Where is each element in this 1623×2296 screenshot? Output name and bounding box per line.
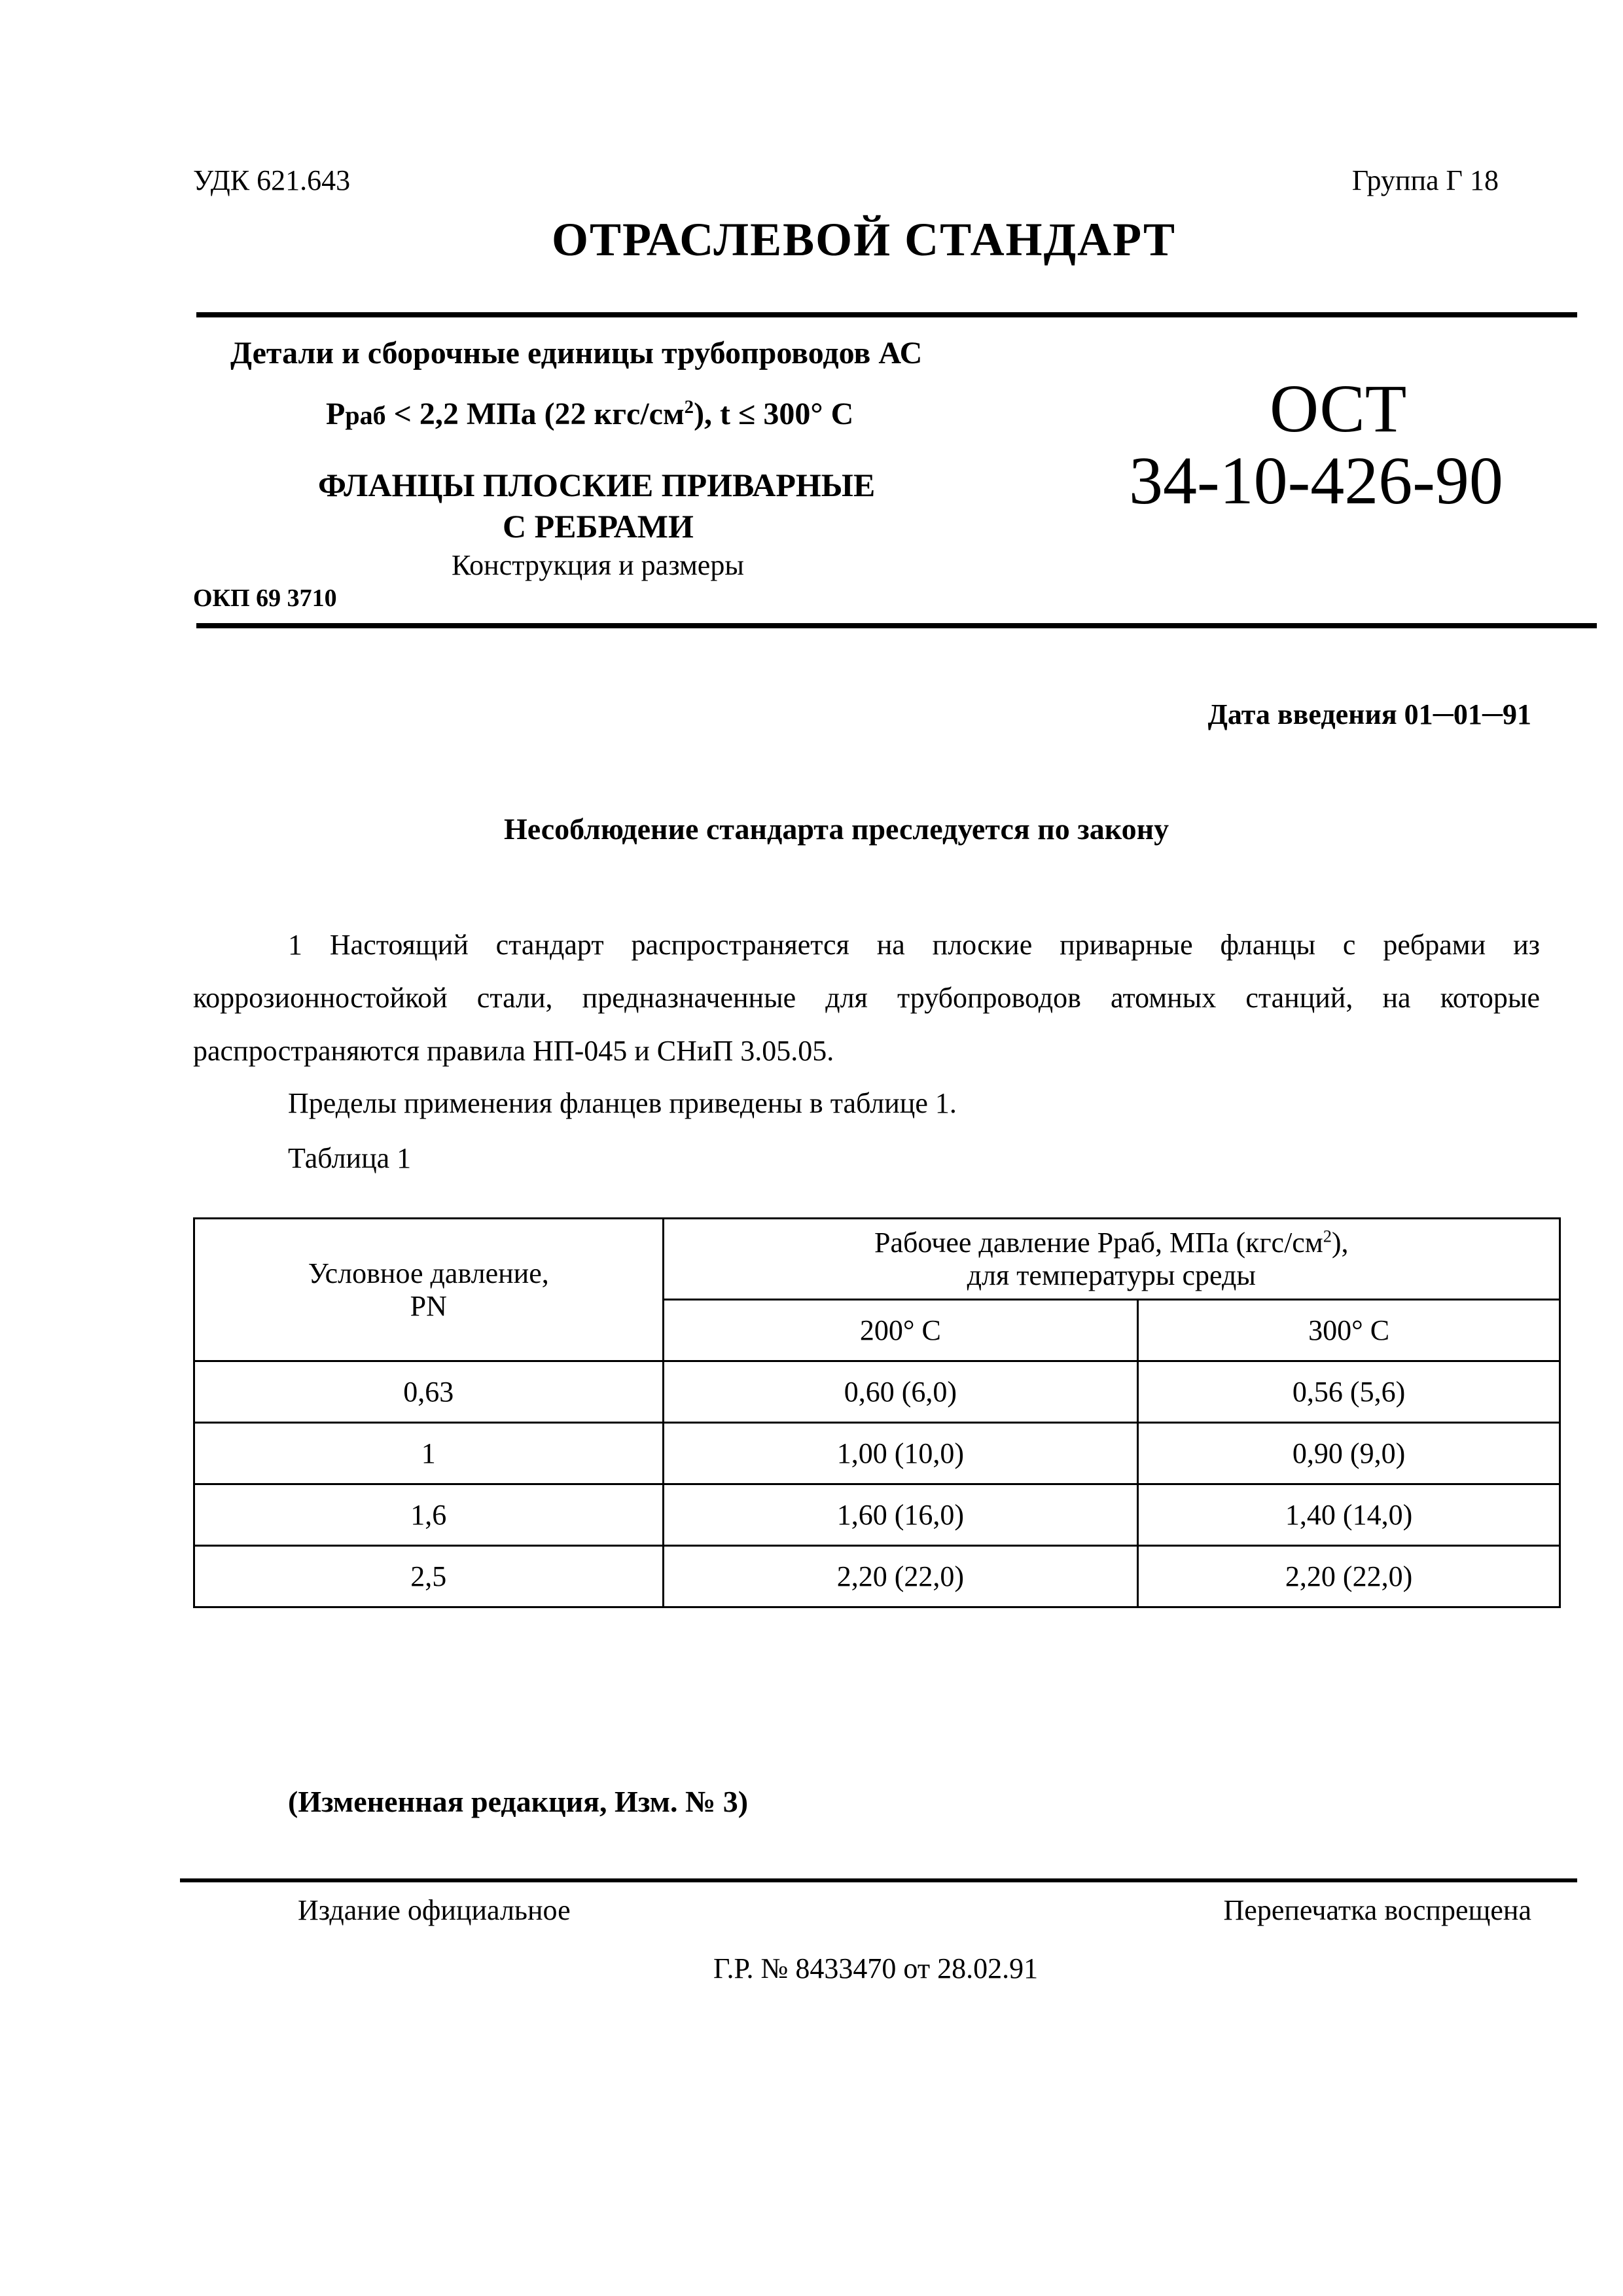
pressure-value: < 2,2 МПа (22 кгс/см bbox=[385, 397, 685, 431]
ost-number: 34-10-426-90 bbox=[1129, 443, 1503, 518]
ost-label: ОСТ bbox=[1270, 371, 1407, 446]
nominal-pressure-header: Условное давление, PN bbox=[194, 1219, 664, 1361]
document-title-line2: С РЕБРАМИ bbox=[503, 508, 694, 545]
table-row bbox=[194, 1484, 1560, 1546]
pressure-spec bbox=[326, 396, 853, 432]
temp-300-header: 300° С bbox=[1138, 1300, 1560, 1361]
reprint-prohibited: Перепечатка воспрещена bbox=[1223, 1894, 1531, 1926]
pressure-300-cell: 0,56 (5,6) bbox=[1138, 1361, 1560, 1423]
nominal-pressure-cell: 2,5 bbox=[194, 1546, 664, 1607]
standard-type-heading: ОТРАСЛЕВОЙ СТАНДАРТ bbox=[552, 213, 1176, 266]
application-limits-text: Пределы применения фланцев приведены в таблице 1. bbox=[288, 1087, 957, 1119]
table-row bbox=[194, 1423, 1560, 1484]
temp-200-header: 200° С bbox=[663, 1300, 1138, 1361]
pressure-symbol: Р bbox=[326, 397, 346, 431]
document-subtitle: Конструкция и размеры bbox=[452, 549, 744, 581]
nominal-pressure-cell: 1,6 bbox=[194, 1484, 664, 1546]
pressure-200-cell: 0,60 (6,0) bbox=[663, 1361, 1138, 1423]
working-pressure-unit-exponent: 2 bbox=[1323, 1225, 1332, 1246]
amendment-note: (Измененная редакция, Изм. № 3) bbox=[288, 1785, 749, 1818]
pressure-300-cell: 2,20 (22,0) bbox=[1138, 1546, 1560, 1607]
pressure-unit-exponent: 2 bbox=[684, 397, 694, 418]
working-pressure-header-text: Рабочее давление Рраб, МПа (кгс/см bbox=[874, 1226, 1323, 1259]
udk-code: УДК 621.643 bbox=[193, 164, 351, 196]
nominal-pressure-cell: 1 bbox=[194, 1423, 664, 1484]
working-pressure-header bbox=[663, 1219, 1560, 1300]
title-line-parts: Детали и сборочные единицы трубопроводов АС bbox=[230, 336, 923, 370]
title-block-rule bbox=[196, 623, 1597, 628]
okp-code: ОКП 69 3710 bbox=[193, 584, 337, 612]
pressure-subscript: раб bbox=[345, 401, 386, 430]
table-row bbox=[194, 1361, 1560, 1423]
introduction-date: Дата введения 01─01─91 bbox=[1207, 698, 1531, 730]
working-pressure-header-close: ), bbox=[1331, 1226, 1349, 1259]
pressure-200-cell: 2,20 (22,0) bbox=[663, 1546, 1138, 1607]
document-title-line1: ФЛАНЦЫ ПЛОСКИЕ ПРИВАРНЫЕ bbox=[318, 467, 876, 503]
footer-rule bbox=[180, 1878, 1577, 1882]
pressure-300-cell: 0,90 (9,0) bbox=[1138, 1423, 1560, 1484]
official-edition: Издание официальное bbox=[298, 1894, 571, 1926]
nominal-pressure-cell: 0,63 bbox=[194, 1361, 664, 1423]
pressure-300-cell: 1,40 (14,0) bbox=[1138, 1484, 1560, 1546]
legal-warning: Несоблюдение стандарта преследуется по закону bbox=[504, 812, 1169, 846]
table-row bbox=[194, 1546, 1560, 1607]
table-caption: Таблица 1 bbox=[288, 1142, 412, 1174]
temperature-limit: ), t ≤ 300° С bbox=[694, 397, 854, 431]
temperature-header-text: для температуры среды bbox=[967, 1259, 1256, 1291]
pressure-200-cell: 1,60 (16,0) bbox=[663, 1484, 1138, 1546]
pressure-200-cell: 1,00 (10,0) bbox=[663, 1423, 1138, 1484]
group-code: Группа Г 18 bbox=[1351, 164, 1499, 196]
top-rule bbox=[196, 312, 1577, 317]
pressure-limits-table bbox=[193, 1217, 1561, 1608]
scope-paragraph: 1 Настоящий стандарт распространяется на плоские приварные фланцы с ребрами из коррозионностойкой стали, предназначенные для трубопроводов атомных станций, на которые распространяются правила НП-045 и СНиП 3.05.05. bbox=[193, 929, 1540, 1067]
registration-number: Г.Р. № 8433470 от 28.02.91 bbox=[713, 1952, 1039, 1984]
